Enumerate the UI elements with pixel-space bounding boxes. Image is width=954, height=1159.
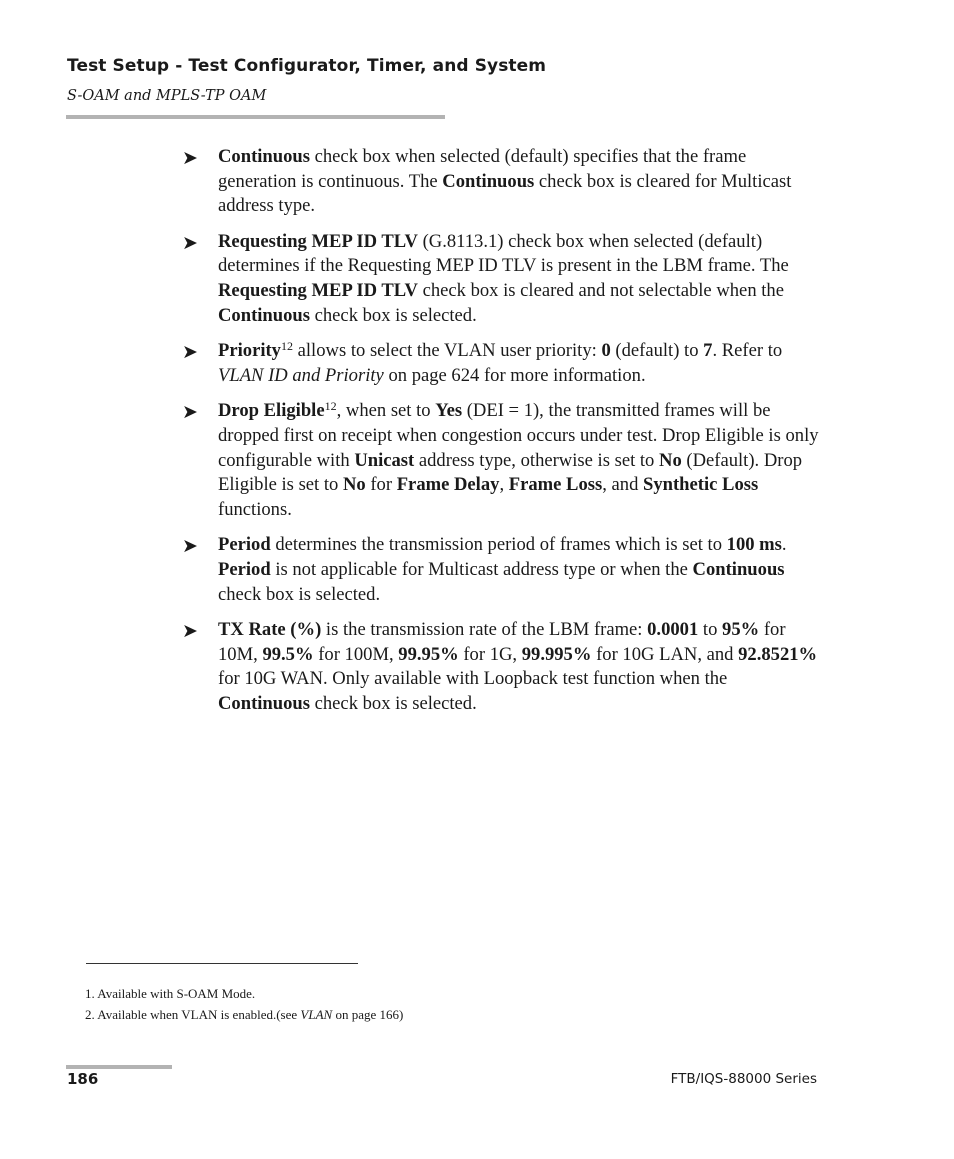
footnote-1: 1. Available with S-OAM Mode. (85, 986, 256, 1001)
parameter-list (182, 145, 822, 727)
list-item-continuous: ➤ Continuous check box when selected (default) specifies that the frame generation is continuous. The Continuous check box is cleared for Multicast address type. (182, 146, 792, 217)
list-item-period: ➤ Period determines the transmission period of frames which is set to 100 ms. Period is not applicable for Multicast address type or when the Continuous check box is selected. (182, 534, 787, 605)
cross-reference-link[interactable]: VLAN ID and Priority (218, 364, 384, 386)
footnote-2: 2. Available when VLAN is enabled.(see VLAN on page 166) (85, 1007, 404, 1022)
bullet-arrow-icon: ➤ (182, 231, 198, 254)
header-rule (66, 115, 445, 119)
cross-reference-link[interactable]: VLAN (300, 1007, 333, 1022)
list-item-priority: ➤ Priority$^{12}$ allows to select the VLAN user priority: 0 (default) to 7. Refer to VLAN ID and Priority on page 624 for more information. (182, 339, 783, 386)
running-header-subtitle: S-OAM and MPLS-TP OAM (67, 88, 267, 104)
footnote-rule (86, 963, 358, 964)
footnotes (85, 983, 403, 1025)
list-item-requesting-mep-id-tlv: ➤ Requesting MEP ID TLV (G.8113.1) check box when selected (default) determines if the Requesting MEP ID TLV is present in the LBM frame. The Requesting MEP ID TLV check box is cleared and not selectable when the Continuous check box is selected. (182, 230, 789, 326)
product-series-label: FTB/IQS-88000 Series (670, 1071, 817, 1087)
running-header-title: Test Setup - Test Configurator, Timer, and System (67, 56, 547, 76)
footer-rule (66, 1065, 172, 1069)
bullet-arrow-icon: ➤ (182, 341, 198, 364)
bullet-arrow-icon: ➤ (182, 535, 198, 558)
footnote-ref[interactable]: 12 (280, 339, 293, 354)
bullet-arrow-icon: ➤ (182, 401, 198, 424)
footnote-ref[interactable]: 12 (324, 399, 337, 414)
list-item-tx-rate: ➤ TX Rate (%) is the transmission rate of the LBM frame: 0.0001 to 95% for 10M, 99.5% for 100M, 99.95% for 1G, 99.995% for 10G LAN, and 92.8521% for 10G WAN. Only available with Loopback test function when the Continuous check box is selected. (182, 619, 818, 714)
page-number: 186 (67, 1070, 99, 1088)
bullet-arrow-icon: ➤ (182, 147, 198, 169)
list-item-drop-eligible: ➤ Drop Eligible$^{12}$, when set to Yes (DEI = 1), the transmitted frames will be dropped first on receipt when congestion occurs under test. Drop Eligible is only configurable with Unicast address type, otherwise is set to No (Default). Drop Eligible is set to No for Frame Delay, Frame Loss, and Synthetic Loss functions. (182, 399, 819, 520)
bullet-arrow-icon: ➤ (182, 620, 198, 643)
